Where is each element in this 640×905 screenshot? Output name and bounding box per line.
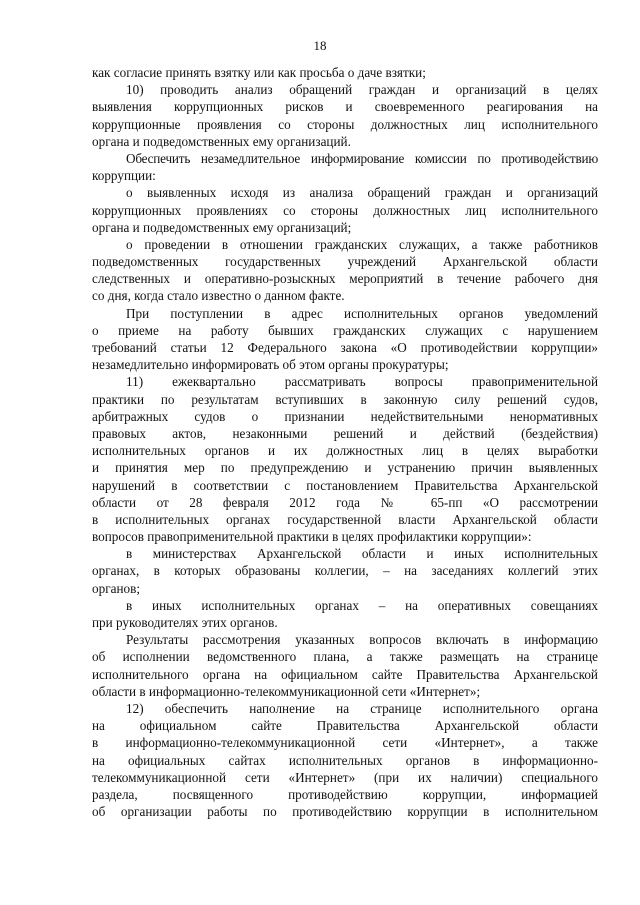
text-line: следственных и оперативно-розыскных мероприятий в течение рабочего дня <box>92 271 598 287</box>
text-line: в исполнительных органах государственной власти Архангельской области <box>92 511 598 527</box>
text-line: вопросов правоприменительной практики в целях профилактики коррупции»: <box>92 529 532 545</box>
text-line: исполнительных органов и их должностных лиц в целях выработки <box>92 443 598 459</box>
text-line: При поступлении в адрес исполнительных органов уведомлений <box>126 305 598 321</box>
text-line: об исполнении ведомственного плана, а также размещать на странице <box>92 649 598 665</box>
text-line: о выявленных исходя из анализа обращений граждан и организаций <box>126 185 598 201</box>
text-line: арбитражных судов о признании недействительными ненормативных <box>92 408 598 424</box>
text-line: на официальном сайте Правительства Архангельской области <box>92 718 598 734</box>
text-line: нарушений в соответствии с постановлением Правительства Архангельской <box>92 477 598 493</box>
text-line: при руководителях этих органов. <box>92 615 278 630</box>
text-line: коррупционные проявления со стороны должностных лиц исполнительного <box>92 116 598 132</box>
text-line: правовых актов, незаконными решений и действий (бездействия) <box>92 425 598 441</box>
text-line: в иных исполнительных органах – на оперативных совещаниях <box>126 597 598 613</box>
text-line: практики по результатам вступивших в законную силу решений судов, <box>92 391 598 407</box>
text-line: выявления коррупционных рисков и своевременного реагирования на <box>92 99 598 115</box>
text-line: об организации работы по противодействию коррупции в исполнительном <box>92 804 598 820</box>
text-line: о проведении в отношении гражданских служащих, а также работников <box>126 236 598 252</box>
text-line: 11) ежеквартально рассматривать вопросы правоприменительной <box>126 374 598 390</box>
text-line: Результаты рассмотрения указанных вопросов включать в информацию <box>126 632 598 648</box>
document-body <box>92 64 598 820</box>
text-line: коррупционных проявлениях со стороны должностных лиц исполнительного <box>92 202 598 218</box>
text-line: органа и подведомственных ему организаций; <box>92 219 352 235</box>
text-line: раздела, посвященного противодействию коррупции, информацией <box>92 786 598 802</box>
text-line: области от 28 февраля 2012 года № 65-пп «О рассмотрении <box>92 494 598 510</box>
text-line: 12) обеспечить наполнение на странице исполнительного органа <box>126 700 598 716</box>
text-line: области в информационно-телекоммуникационной сети «Интернет»; <box>92 683 481 699</box>
text-line: органах, в которых образованы коллегии, – на заседаниях коллегий этих <box>92 563 598 579</box>
text-line: органов; <box>92 580 140 596</box>
text-line: исполнительного органа на официальном сайте Правительства Архангельской <box>92 666 598 682</box>
page-number: 18 <box>313 38 327 53</box>
text-line: в информационно-телекоммуникационной сети «Интернет», а также <box>92 735 598 751</box>
text-line: и принятия мер по предупреждению и устранению причин выявленных <box>92 460 598 476</box>
text-line: как согласие принять взятку или как просьба о даче взятки; <box>92 65 426 80</box>
text-line: 10) проводить анализ обращений граждан и организаций в целях <box>126 82 598 98</box>
text-line: органа и подведомственных ему организаций. <box>92 133 351 149</box>
text-line: со дня, когда стало известно о данном факте. <box>92 288 345 304</box>
text-line: в министерствах Архангельской области и иных исполнительных <box>126 546 598 562</box>
text-line: на официальных сайтах исполнительных органов в информационно- <box>92 752 598 768</box>
text-line: Обеспечить незамедлительное информирование комиссии по противодействию <box>126 150 598 166</box>
text-line: требований статьи 12 Федерального закона «О противодействии коррупции» <box>92 340 598 355</box>
text-line: незамедлительно информировать об этом органы прокуратуры; <box>92 357 449 373</box>
text-line: подведомственных государственных учреждений Архангельской области <box>92 254 598 270</box>
text-line: телекоммуникационной сети «Интернет» (при их наличии) специального <box>92 769 598 785</box>
text-line: коррупции: <box>92 168 156 184</box>
text-line: о приеме на работу бывших гражданских служащих с нарушением <box>92 322 598 338</box>
